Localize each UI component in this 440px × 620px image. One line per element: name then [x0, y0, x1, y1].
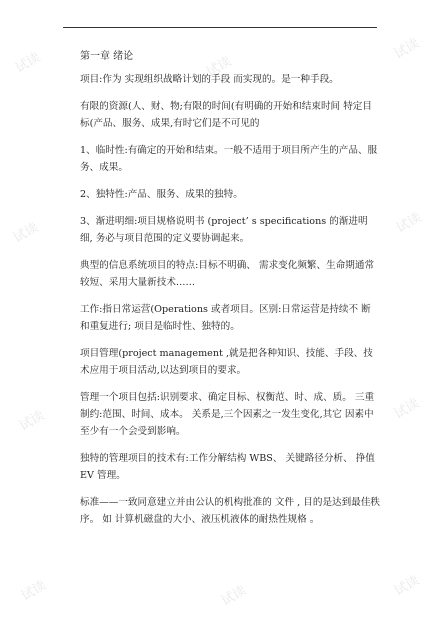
chapter-title: 第一章 绪论: [80, 51, 134, 62]
header-rule: [63, 27, 377, 28]
watermark: 试读: [12, 50, 44, 77]
document-body: [80, 40, 380, 538]
paragraph: 3、渐进明细:项目规格说明书 (project’ s specifications 的渐进明细, 务必与项目范围的定义要协调起来。: [80, 216, 368, 244]
watermark: 试读: [18, 578, 50, 605]
paragraph: 典型的信息系统项目的特点:目标不明确、 需求变化频繁、生命期通常 较短、采用大量新技术……: [80, 260, 375, 288]
watermark: 试读: [391, 396, 423, 423]
paragraph: 项目:作为 实现组织战略计划的手段 而实现的。是一种手段。: [80, 74, 339, 85]
paragraph: 工作:指日常运营(Operations 或者项目。区别:日常运营是持续不 断和重复进行; 项目是临时性、独特的。: [80, 304, 371, 332]
watermark: 试读: [10, 220, 42, 247]
paragraph: 有限的资源(人、财、物;有限的时间(有明确的开始和结束时间 特定目标(产品、服务、成果,有时它们是不可见的: [80, 101, 372, 129]
watermark: 试读: [203, 54, 235, 81]
paragraph: 管理一个项目包括:识别要求、确定目标、权衡范、时、成、质。 三重制约:范围、时间、成本。 关系是,三个因素之一发生变化,其它 因素中至少有一个会受到影响。: [80, 392, 375, 437]
watermark: 试读: [391, 573, 423, 600]
watermark: 试读: [218, 583, 250, 610]
watermark: 试读: [16, 408, 48, 435]
paragraph: 项目管理(project management ,就是把各种知识、技能、手段、技 术应用于项目活动,以达到项目的要求。: [80, 348, 373, 376]
paragraph: 独特的管理项目的技术有:工作分解结构 WBS、 关键路径分析、 挣值 EV 管理。: [80, 453, 375, 481]
paragraph: 标准——一致同意建立并由公认的机构批准的 文件 , 目的是达到最佳秩 序。 如 计算机磁盘的大小、液压机液体的耐热性规格 。: [80, 497, 381, 525]
watermark: 试读: [393, 210, 425, 237]
watermark: 试读: [391, 36, 423, 63]
paragraph: 2、独特性:产品、服务、成果的独特。: [80, 189, 243, 200]
paragraph: 1、临时性:有确定的开始和结束。一般不适用于项目所产生的产品、服务、成果。: [80, 145, 378, 173]
